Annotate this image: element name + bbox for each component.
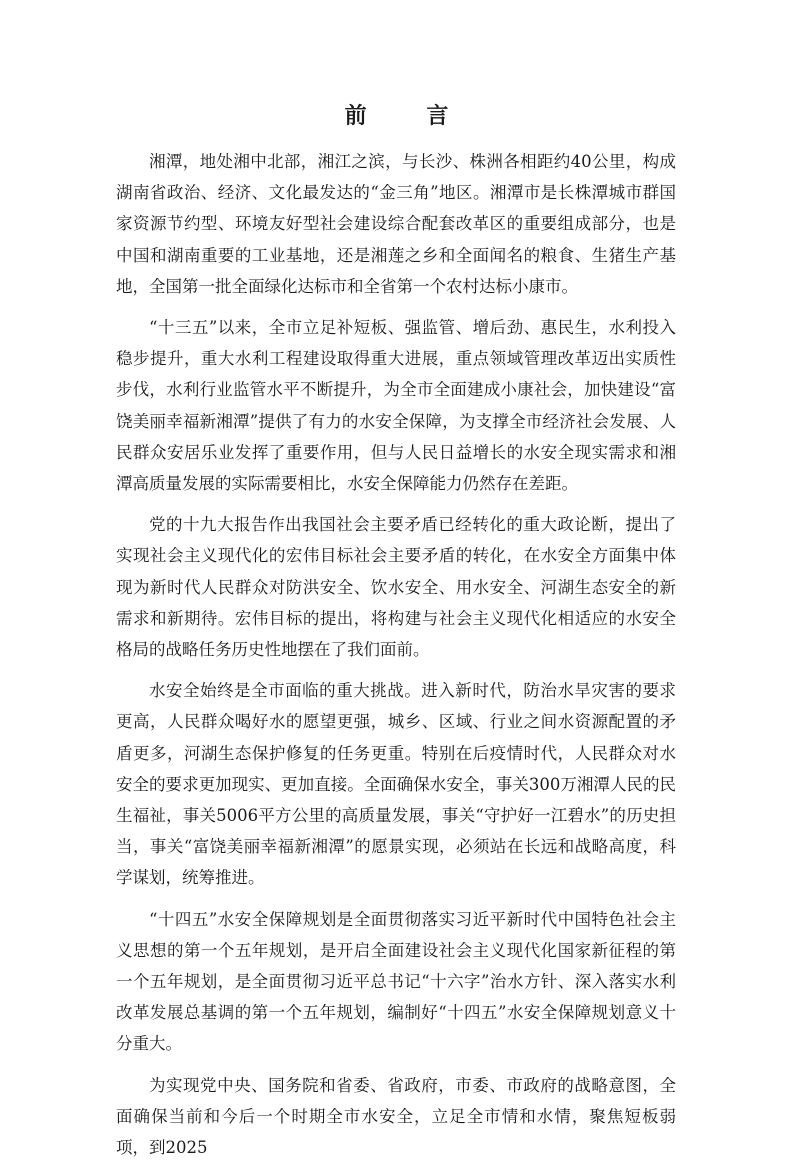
paragraph-nineteenth-congress: 党的十九大报告作出我国社会主要矛盾已经转化的重大政论断，提出了实现社会主义现代化的宏伟目标社会主要矛盾的转化，在水安全方面集中体现为新时代人民群众对防洪安全、饮水安全、用水安全、河湖生态安全的新需求和新期待。宏伟目标的提出，将构建与社会主义现代化相适应的水安全格局的战略任务历史性地摆在了我们面前。 <box>116 515 676 660</box>
paragraph-intro-xiangtan: 湘潭，地处湘中北部，湘江之滨，与长沙、株洲各相距约40公里，构成湖南省政治、经济、文化最发达的“金三角”地区。湘潭市是长株潭城市群国家资源节约型、环境友好型社会建设综合配套改革区的重要组成部分，也是中国和湖南重要的工业基地，还是湘莲之乡和全面闻名的粮食、生猪生产基地，全国第一批全面绿化达标市和全省第一个农村达标小康市。 <box>116 152 676 296</box>
paragraph-strategic-intent: 为实现党中央、国务院和省委、省政府，市委、市政府的战略意图，全面确保当前和今后一个时期全市水安全，立足全市情和水情，聚焦短板弱项，到2025 <box>116 1075 676 1158</box>
paragraph-water-security-challenge: 水安全始终是全市面临的重大挑战。进入新时代，防治水旱灾害的要求更高，人民群众喝好水的愿望更强，城乡、区域、行业之间水资源配置的矛盾更多，河湖生态保护修复的任务更重。特别在后疫情时代，人民群众对水安全的要求更加现实、更加直接。全面确保水安全，事关300万湘潭人民的民生福祉，事关5006平方公里的高质量发展，事关“守护好一江碧水”的历史担当，事关“富饶美丽幸福新湘潭”的愿景实现，必须站在长远和战略高度，科学谋划，统筹推进。 <box>116 681 676 888</box>
body-text <box>116 146 676 1173</box>
page-title: 前 言 <box>344 104 475 129</box>
paragraph-fourteenth-five-year-plan: “十四五”水安全保障规划是全面贯彻落实习近平新时代中国特色社会主义思想的第一个五年规划，是开启全面建设社会主义现代化国家新征程的第一个五年规划，是全面贯彻习近平总书记“十六字”治水方针、深入落实水利改革发展总基调的第一个五年规划，编制好“十四五”水安全保障规划意义十分重大。 <box>116 909 676 1054</box>
paragraph-thirteenth-five-year: “十三五”以来，全市立足补短板、强监管、增后劲、惠民生，水利投入稳步提升，重大水利工程建设取得重大进展，重点领域管理改革迈出实质性步伐，水利行业监管水平不断提升，为全市全面建成小康社会，加快建设“富饶美丽幸福新湘潭”提供了有力的水安全保障，为支撑全市经济社会发展、人民群众安居乐业发挥了重要作用，但与人民日益增长的水安全现实需求和湘潭高质量发展的实际需要相比，水安全保障能力仍然存在差距。 <box>116 318 676 494</box>
